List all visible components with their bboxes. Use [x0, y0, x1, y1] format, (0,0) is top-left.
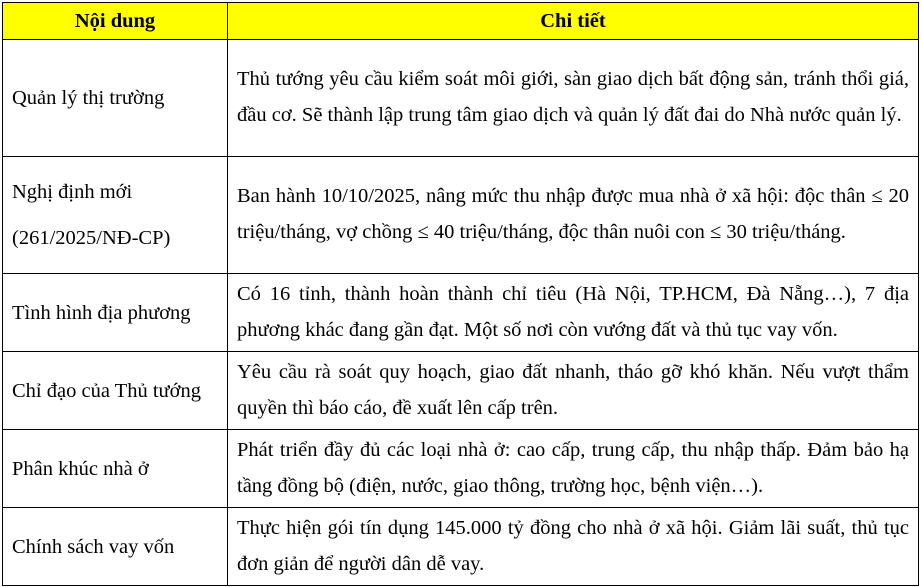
- row-label-decree-number: (261/2025/NĐ-CP): [12, 227, 171, 249]
- table-row: [3, 157, 919, 274]
- table-row: [3, 508, 919, 586]
- row-label: Chỉ đạo của Thủ tướng: [3, 352, 228, 430]
- row-label: Tình hình địa phương: [3, 274, 228, 352]
- row-detail: Thực hiện gói tín dụng 145.000 tỷ đồng cho nhà ở xã hội. Giảm lãi suất, thủ tục đơn giản để người dân dễ vay.: [228, 508, 919, 586]
- row-label: Phân khúc nhà ở: [3, 430, 228, 508]
- table-row: [3, 352, 919, 430]
- row-detail: Thủ tướng yêu cầu kiểm soát môi giới, sàn giao dịch bất động sản, tránh thổi giá, đầu cơ. Sẽ thành lập trung tâm giao dịch và quản lý đất đai do Nhà nước quản lý.: [228, 40, 919, 157]
- row-label: Chính sách vay vốn: [3, 508, 228, 586]
- row-detail: Phát triển đầy đủ các loại nhà ở: cao cấp, trung cấp, thu nhập thấp. Đảm bảo hạ tầng đồng bộ (điện, nước, giao thông, trường học, bệnh viện…).: [228, 430, 919, 508]
- table-row: [3, 274, 919, 352]
- row-label: Nghị định mới: [12, 181, 133, 203]
- label-spacer: [12, 210, 223, 220]
- table-header-row: [3, 3, 919, 40]
- header-chi-tiet: Chi tiết: [228, 3, 919, 40]
- row-label: Quản lý thị trường: [3, 40, 228, 157]
- row-detail: Yêu cầu rà soát quy hoạch, giao đất nhanh, tháo gỡ khó khăn. Nếu vượt thẩm quyền thì báo cáo, đề xuất lên cấp trên.: [228, 352, 919, 430]
- row-label-cell: [3, 157, 228, 274]
- row-detail: Ban hành 10/10/2025, nâng mức thu nhập được mua nhà ở xã hội: độc thân ≤ 20 triệu/tháng, vợ chồng ≤ 40 triệu/tháng, độc thân nuôi con ≤ 30 triệu/tháng.: [228, 157, 919, 274]
- info-table: [2, 2, 919, 586]
- table-row: [3, 40, 919, 157]
- row-detail: Có 16 tỉnh, thành hoàn thành chỉ tiêu (Hà Nội, TP.HCM, Đà Nẵng…), 7 địa phương khác đang gần đạt. Một số nơi còn vướng đất và thủ tục vay vốn.: [228, 274, 919, 352]
- table-row: [3, 430, 919, 508]
- header-noi-dung: Nội dung: [3, 3, 228, 40]
